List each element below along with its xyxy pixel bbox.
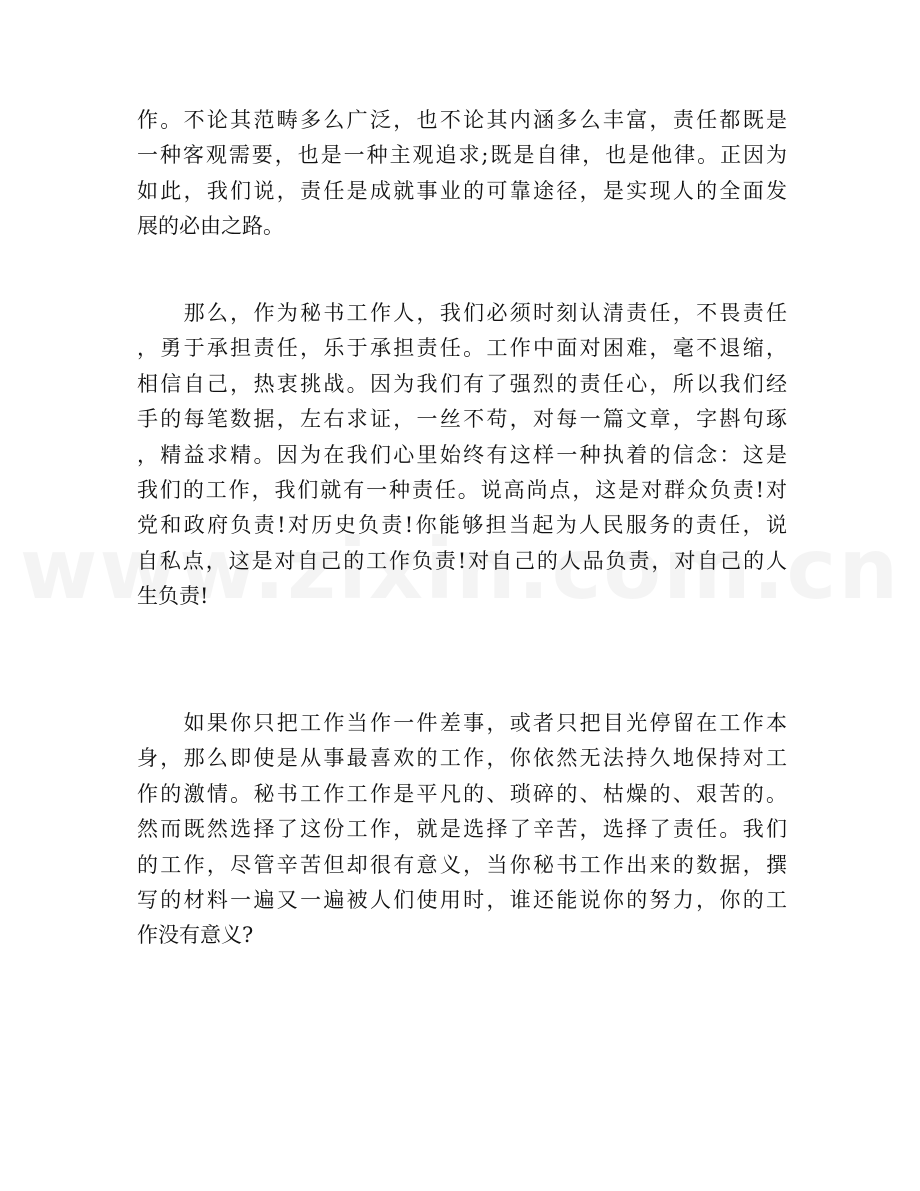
text-line: 相信自己，热衷挑战。因为我们有了强烈的责任心，所以我们经 [137, 371, 787, 396]
text-line: 身，那么即使是从事最喜欢的工作，你依然无法持久地保持对工 [137, 746, 787, 771]
text-line: ，勇于承担责任，乐于承担责任。工作中面对困难，毫不退缩， [137, 336, 787, 361]
text-line: 展的必由之路。 [137, 214, 284, 239]
text-line: 写的材料一遍又一遍被人们使用时，谁还能说你的努力，你的工 [137, 887, 787, 912]
paragraph-2 [137, 296, 787, 615]
text-line: 然而既然选择了这份工作，就是选择了辛苦，选择了责任。我们 [137, 817, 787, 842]
paragraph-3 [137, 706, 787, 954]
text-line: 作没有意义? [137, 923, 254, 948]
text-line: 如果你只把工作当作一件差事，或者只把目光停留在工作本 [137, 711, 787, 735]
text-line: 党和政府负责!对历史负责!你能够担当起为人民服务的责任，说 [137, 513, 787, 538]
text-line: 生负责! [137, 584, 209, 609]
text-line: 一种客观需要，也是一种主观追求;既是自律，也是他律。正因为 [137, 143, 787, 168]
paragraph-1 [137, 103, 787, 245]
text-line: ，精益求精。因为在我们心里始终有这样一种执着的信念：这是 [137, 442, 787, 467]
text-line: 我们的工作，我们就有一种责任。说高尚点，这是对群众负责!对 [137, 477, 787, 502]
text-line: 作的激情。秘书工作工作是平凡的、琐碎的、枯燥的、艰苦的。 [137, 781, 787, 806]
text-line: 如此，我们说，责任是成就事业的可靠途径，是实现人的全面发 [137, 178, 787, 203]
text-line: 自私点，这是对自己的工作负责!对自己的人品负责，对自己的人 [137, 548, 787, 573]
text-line: 手的每笔数据，左右求证，一丝不苟，对每一篇文章，字斟句琢 [137, 407, 787, 432]
text-line: 作。不论其范畴多么广泛，也不论其内涵多么丰富，责任都既是 [137, 108, 787, 132]
text-line: 的工作，尽管辛苦但却很有意义，当你秘书工作出来的数据，撰 [137, 852, 787, 877]
text-line: 那么，作为秘书工作人，我们必须时刻认清责任，不畏责任 [137, 301, 787, 325]
